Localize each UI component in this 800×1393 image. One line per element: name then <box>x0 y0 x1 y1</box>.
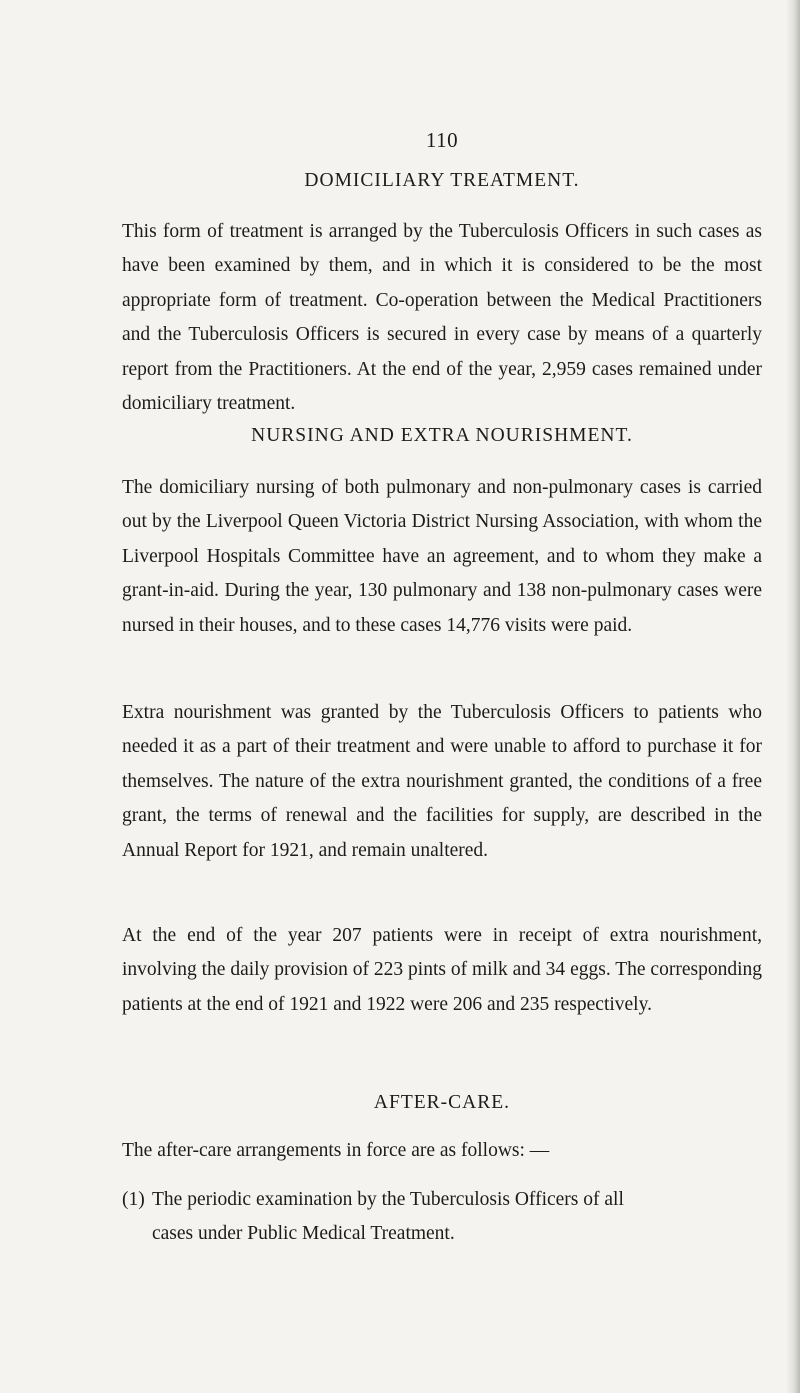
page-number: 110 <box>425 128 459 152</box>
paragraph-year-end-nourishment: At the end of the year 207 patients were in receipt of extra nourishment, involving the daily provision of 223 pints of milk and 34 eggs. The corresponding patients at the end of 1921 and 1922 were 206 and 235 respectively. <box>122 925 762 1015</box>
paragraph-after-care-intro: The after-care arrangements in force are as follows: — <box>122 1140 550 1161</box>
page-edge-shadow <box>786 0 800 1393</box>
paragraph-extra-nourishment: Extra nourishment was granted by the Tuberculosis Officers to patients who needed it as a part of their treatment and were unable to afford to purchase it for themselves. The nature of the extra nourishment granted, the conditions of a free grant, the terms of renewal and the facilities for supply, are described in the Annual Report for 1921, and remain unaltered. <box>122 702 762 861</box>
list-item-text-continued: cases under Public Medical Treatment. <box>152 1223 455 1245</box>
heading-nursing-extra-nourishment: NURSING AND EXTRA NOURISHMENT. <box>251 425 633 446</box>
paragraph-domiciliary-nursing: The domiciliary nursing of both pulmonary and non-pulmonary cases is carried out by the Liverpool Queen Victoria District Nursing Association, with whom the Liverpool Hospitals Committee have an agreement, and to whom they make a grant-in-aid. During the year, 130 pulmonary and 138 non-pulmonary cases were nursed in their houses, and to these cases 14,776 visits were paid. <box>122 477 762 636</box>
paragraph-domiciliary-treatment: This form of treatment is arranged by the Tuberculosis Officers in such cases as have been examined by them, and in which it is considered to be the most appropriate form of treatment. Co-operation between the Medical Practitioners and the Tuberculosis Officers is secured in every case by means of a quarterly report from the Practitioners. At the end of the year, 2,959 cases remained under domiciliary treatment. <box>122 221 762 415</box>
heading-domiciliary-treatment: DOMICILIARY TREATMENT. <box>304 170 580 191</box>
list-item <box>122 1183 762 1252</box>
list-item-text: The periodic examination by the Tuberculosis Officers of all <box>152 1189 624 1210</box>
heading-after-care: AFTER-CARE. <box>373 1092 511 1113</box>
list-item-label: (1) <box>122 1189 145 1210</box>
